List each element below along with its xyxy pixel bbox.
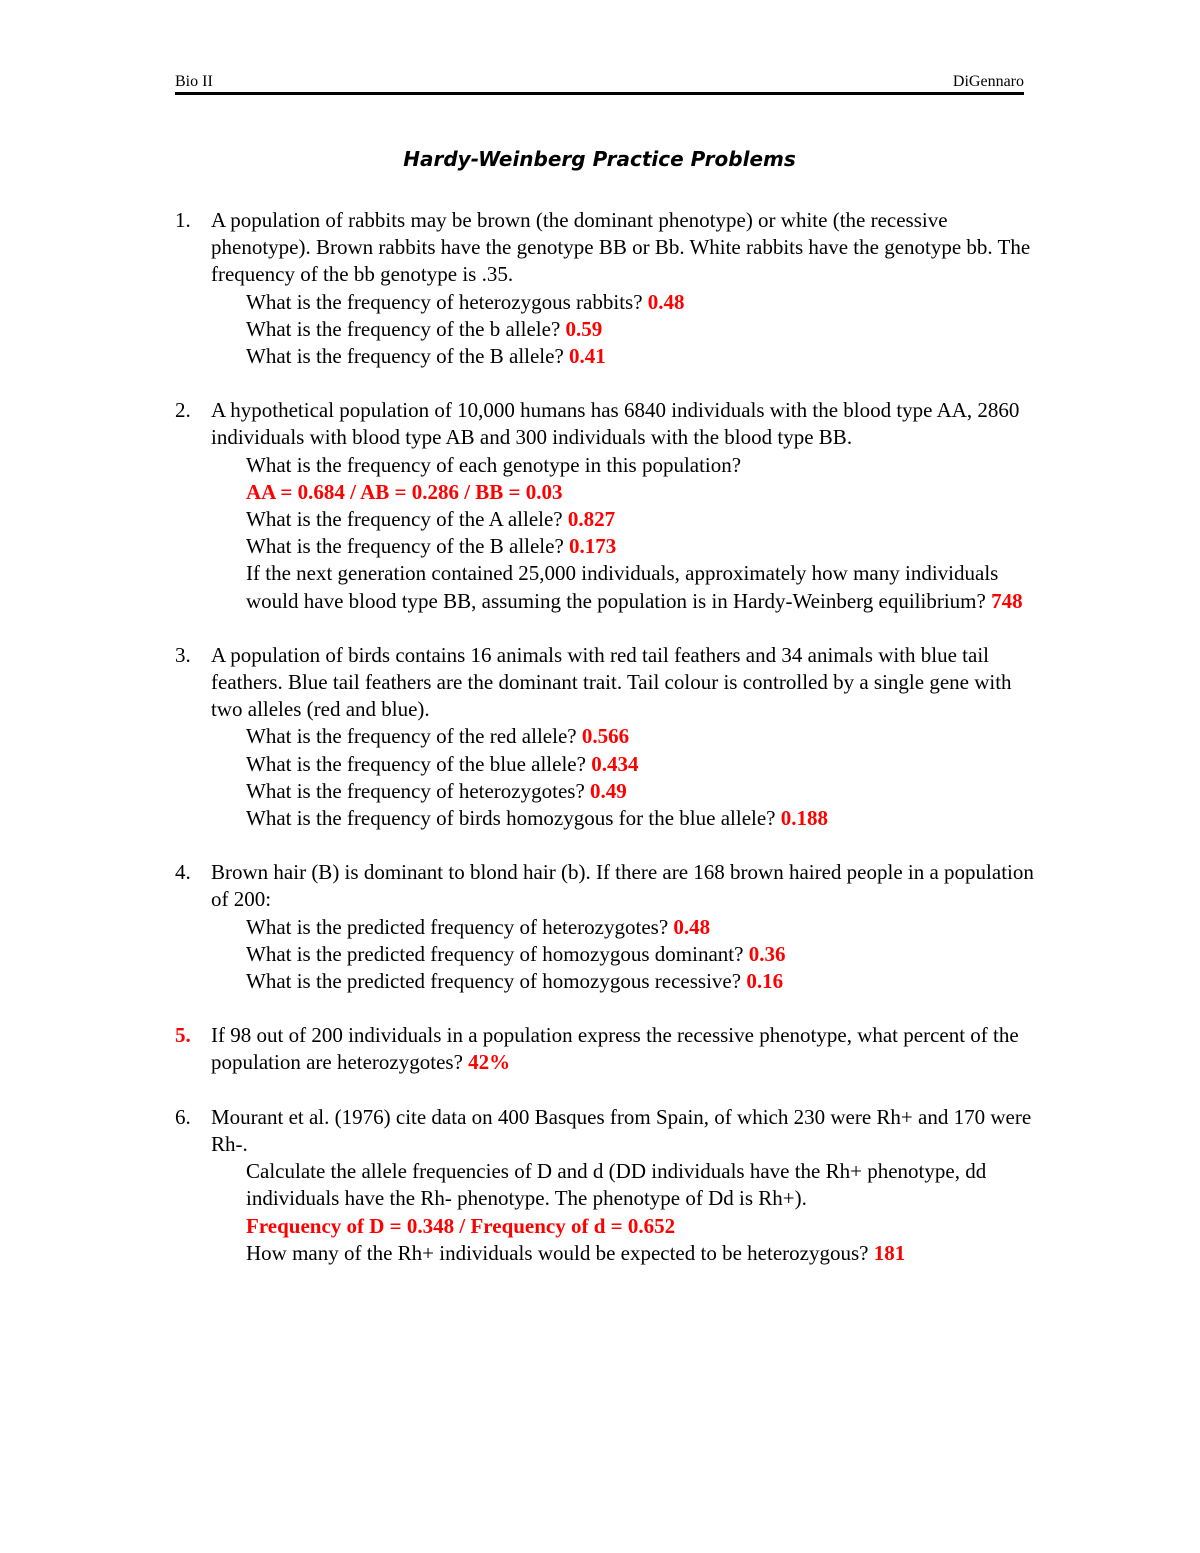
problem-number: 5. (175, 1023, 191, 1048)
question (211, 778, 1035, 805)
question-text: If the next generation contained 25,000 individuals, approximately how many individuals would have blood type BB, assuming the population is in Hardy-Weinberg equilibrium? (246, 561, 999, 613)
question (211, 479, 1035, 506)
question-text: Calculate the allele frequencies of D and d (DD individuals have the Rh+ phenotype, dd individuals have the Rh- phenotype. The phenotype of Dd is Rh+). (246, 1159, 987, 1211)
problem-1 (175, 207, 1035, 370)
problem-6 (175, 1104, 1035, 1267)
question-text: What is the frequency of the B allele? (246, 534, 564, 559)
question (211, 1213, 1035, 1240)
question (211, 316, 1035, 343)
answer: 0.59 (565, 316, 603, 341)
answer: 0.188 (780, 806, 828, 831)
question (211, 533, 1035, 560)
question-text: What is the predicted frequency of homozygous dominant? (246, 941, 744, 966)
question (211, 941, 1035, 968)
question-text: What is the frequency of heterozygotes? (246, 778, 585, 803)
answer: AA = 0.684 / AB = 0.286 / BB = 0.03 (246, 479, 563, 504)
course-name: Bio II (175, 73, 213, 90)
question (211, 506, 1035, 533)
answer: Frequency of D = 0.348 / Frequency of d = 0.652 (246, 1213, 676, 1238)
problem-statement: Brown hair (B) is dominant to blond hair (b). If there are 168 brown haired people in a population of 200: (211, 860, 1034, 912)
problem-5 (175, 1022, 1035, 1076)
question (211, 751, 1035, 778)
question-text: What is the frequency of the A allele? (246, 507, 563, 532)
answer: 181 (873, 1240, 906, 1265)
question (211, 968, 1035, 995)
question (211, 1240, 1035, 1267)
problem-statement: A population of birds contains 16 animals with red tail feathers and 34 animals with blue tail feathers. Blue tail feathers are the dominant trait. Tail colour is controlled by a single gene with two alleles (red and blue). (211, 642, 1012, 722)
question (211, 805, 1035, 832)
answer: 42% (468, 1050, 511, 1075)
problem-statement: Mourant et al. (1976) cite data on 400 Basques from Spain, of which 230 were Rh+ and 170 were Rh-. (211, 1104, 1032, 1156)
question (211, 343, 1035, 370)
answer: 0.49 (590, 778, 627, 803)
question-text: How many of the Rh+ individuals would be expected to be heterozygous? (246, 1240, 869, 1265)
answer: 0.36 (748, 941, 786, 966)
problem-number: 4. (175, 860, 191, 885)
problem-number: 6. (175, 1104, 191, 1129)
problem-3 (175, 642, 1035, 832)
problem-2 (175, 397, 1035, 615)
answer: 0.16 (746, 969, 784, 994)
header-rule (175, 92, 1024, 95)
question (211, 560, 1035, 614)
problem-number: 3. (175, 642, 191, 667)
teacher-name: DiGennaro (952, 73, 1024, 90)
question-text: What is the predicted frequency of heterozygotes? (246, 914, 669, 939)
answer: 0.434 (591, 751, 639, 776)
answer: 0.173 (569, 534, 617, 559)
problem-list (175, 207, 1035, 1294)
question (211, 723, 1035, 750)
question-text: What is the frequency of birds homozygous for the blue allele? (246, 806, 776, 831)
answer: 0.48 (673, 914, 711, 939)
question-text: What is the frequency of the red allele? (246, 724, 577, 749)
problem-number: 2. (175, 398, 191, 423)
problem-number: 1. (175, 208, 191, 232)
answer: 0.41 (569, 344, 606, 369)
question (211, 289, 1035, 316)
problem-4 (175, 859, 1035, 995)
question-text: What is the predicted frequency of homozygous recessive? (246, 969, 742, 994)
problem-statement: A hypothetical population of 10,000 humans has 6840 individuals with the blood type AA, 2860 individuals with blood type AB and 300 individuals with the blood type BB. (211, 398, 1020, 450)
question-text: What is the frequency of heterozygous rabbits? (246, 289, 643, 314)
answer: 0.48 (647, 289, 685, 314)
page-header (175, 72, 1024, 94)
problem-statement (211, 1022, 1035, 1076)
problem-statement: A population of rabbits may be brown (the dominant phenotype) or white (the recessive phenotype). Brown rabbits have the genotype BB or Bb. White rabbits have the genotype bb. The frequency of the bb genotype is .35. (211, 208, 1031, 287)
answer: 0.827 (567, 507, 616, 532)
answer: 0.566 (581, 724, 630, 749)
question (211, 452, 1035, 479)
question-text: What is the frequency of the B allele? (246, 344, 564, 369)
question-text: What is the frequency of each genotype in this population? (246, 452, 742, 477)
answer: 748 (991, 588, 1023, 613)
question-text: What is the frequency of the blue allele? (246, 751, 586, 776)
statement-text: If 98 out of 200 individuals in a population express the recessive phenotype, what percent of the population are heterozygotes? (211, 1023, 1019, 1075)
page-title: Hardy-Weinberg Practice Problems (403, 147, 796, 171)
question (211, 1158, 1035, 1212)
question (211, 914, 1035, 941)
question-text: What is the frequency of the b allele? (246, 316, 561, 341)
